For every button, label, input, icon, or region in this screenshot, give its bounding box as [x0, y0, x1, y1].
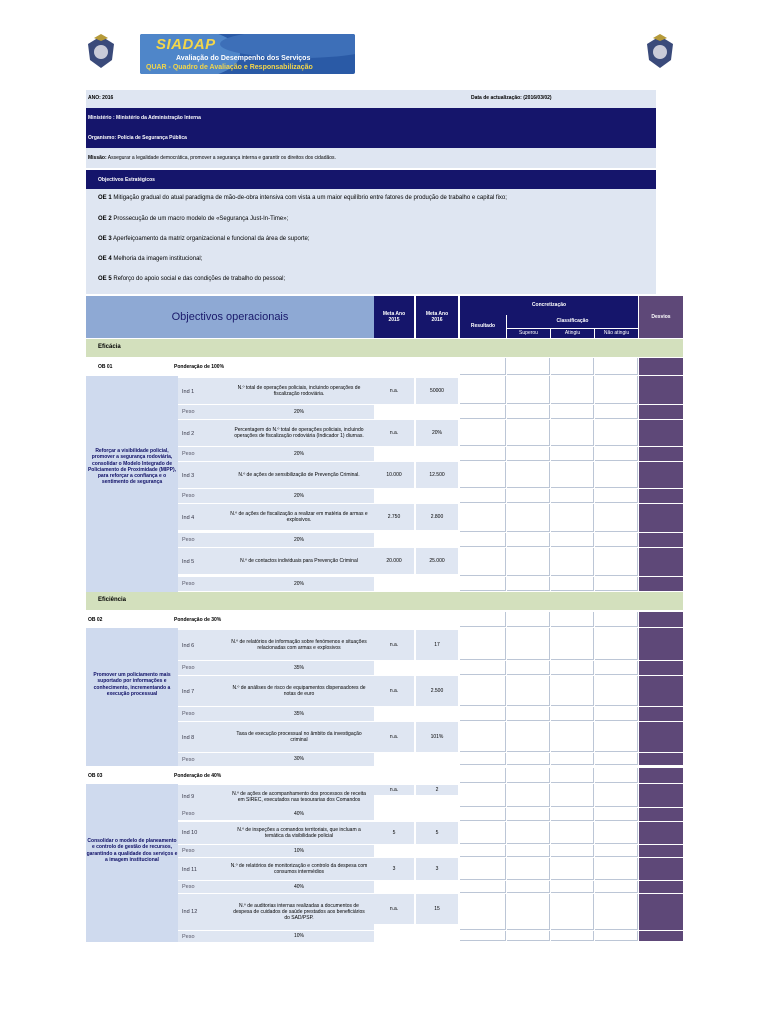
- peso-label: Peso: [178, 707, 224, 721]
- superou-header: Superou: [507, 329, 550, 338]
- table-title: Objectivos operacionais: [171, 311, 289, 323]
- result-cell: [507, 931, 550, 941]
- peso-value: 30%: [224, 753, 374, 766]
- result-cell: [460, 822, 506, 844]
- result-cell: [595, 533, 638, 547]
- result-cell: [507, 628, 550, 660]
- result-cell: [460, 676, 506, 706]
- result-cell: [551, 462, 594, 488]
- mission-bar: [86, 148, 656, 168]
- concretizacao-header: Concretização: [460, 296, 638, 315]
- ob01-weight: Ponderação de 100%: [174, 364, 225, 370]
- peso-value: 20%: [224, 577, 374, 591]
- peso-value: 35%: [224, 707, 374, 721]
- result-cell: [507, 845, 550, 857]
- oe-code: OE 5: [98, 276, 112, 282]
- logo-title: SIADAP: [156, 36, 216, 53]
- result-cell: [507, 447, 550, 461]
- desvios-cell: [639, 808, 683, 821]
- oe-item: [98, 276, 285, 284]
- result-cell: [460, 894, 506, 930]
- ind-meta-2015: n.a.: [374, 894, 414, 924]
- peso-label: Peso: [178, 447, 224, 461]
- result-cell: [460, 628, 506, 660]
- result-cell: [460, 784, 506, 807]
- result-cell: [551, 577, 594, 591]
- ob03-code: OB 03: [88, 773, 103, 779]
- ind-meta-2015: 5: [374, 822, 414, 844]
- result-cell: [507, 784, 550, 807]
- ob03-weight: Ponderação de 40%: [174, 773, 222, 779]
- result-cell: [551, 858, 594, 880]
- ind-desc: N.º de ações de sensibilização de Prevenção Criminal.: [224, 462, 374, 488]
- ind-label: Ind 7: [178, 676, 224, 706]
- result-cell: [460, 768, 506, 783]
- result-cell: [507, 533, 550, 547]
- result-cell: [507, 881, 550, 893]
- result-cell: [460, 808, 506, 821]
- ind-label: Ind 3: [178, 462, 224, 488]
- peso-label: Peso: [178, 533, 224, 547]
- result-cell: [460, 707, 506, 721]
- result-cell: [460, 753, 506, 765]
- result-cell: [551, 881, 594, 893]
- ind-meta-2015: n.a.: [374, 420, 414, 446]
- ind-desc: N.º de contactos individuais para Prevenção Criminal: [224, 548, 374, 574]
- desvios-cell: [639, 768, 683, 783]
- section-eficiencia: [86, 592, 683, 610]
- result-cell: [507, 822, 550, 844]
- crest-left: [86, 34, 116, 70]
- peso-value: 20%: [224, 447, 374, 461]
- result-cell: [595, 489, 638, 503]
- result-cell: [551, 676, 594, 706]
- desvios-cell: [639, 676, 683, 706]
- result-cell: [507, 808, 550, 821]
- result-cell: [507, 707, 550, 721]
- mission-row: [88, 155, 336, 161]
- peso-label: Peso: [178, 845, 224, 857]
- year-label: ANO: 2016: [88, 95, 114, 101]
- result-cell: [460, 548, 506, 576]
- result-cell: [551, 753, 594, 765]
- result-cell: [551, 447, 594, 461]
- result-cell: [551, 376, 594, 404]
- result-cell: [595, 661, 638, 675]
- result-cell: [507, 420, 550, 446]
- result-cell: [595, 753, 638, 765]
- result-cell: [551, 548, 594, 576]
- result-cell: [507, 661, 550, 675]
- desvios-cell: [639, 784, 683, 807]
- ind-meta-2016: 2.800: [416, 504, 458, 530]
- peso-label: Peso: [178, 661, 224, 675]
- year-bar: [86, 90, 656, 108]
- nao-atingiu-header: Não atingiu: [595, 329, 638, 338]
- desvios-cell: [639, 628, 683, 660]
- ind-label: Ind 9: [178, 785, 224, 809]
- siadap-logo: [140, 34, 355, 74]
- result-cell: [460, 661, 506, 675]
- desvios-cell: [639, 707, 683, 721]
- result-cell: [551, 489, 594, 503]
- ind-label: Ind 6: [178, 630, 224, 660]
- result-cell: [551, 808, 594, 821]
- ind-meta-2016: 20%: [416, 420, 458, 446]
- desvios-cell: [639, 376, 683, 404]
- result-cell: [551, 768, 594, 783]
- result-cell: [551, 533, 594, 547]
- ind-meta-2015: n.a.: [374, 722, 414, 752]
- ind-label: Ind 12: [178, 894, 224, 930]
- ind-desc: N.º de ações de acompanhamento dos processos de receita em SIREC, executados nas tesourarias dos Comandos: [224, 785, 374, 809]
- desvios-cell: [639, 722, 683, 752]
- result-cell: [460, 504, 506, 532]
- result-cell: [595, 784, 638, 807]
- oe-text: Aperfeiçoamento da matriz organizacional e funcional da área de suporte;: [113, 236, 310, 242]
- desvios-cell: [639, 548, 683, 576]
- peso-value: 35%: [224, 661, 374, 675]
- ind-desc: Percentagem do N.º total de operações policiais, incluindo operações de fiscalização rodoviária (Indicador 1) diurnas.: [224, 420, 374, 446]
- result-cell: [595, 612, 638, 627]
- result-cell: [551, 894, 594, 930]
- result-cell: [595, 577, 638, 591]
- peso-value: 40%: [224, 808, 374, 820]
- desvios-header: Desvios: [639, 296, 683, 338]
- result-cell: [460, 420, 506, 446]
- result-cell: [595, 881, 638, 893]
- logo-subtitle-1: Avaliação do Desempenho dos Serviços: [176, 55, 311, 62]
- result-cell: [507, 489, 550, 503]
- ind-desc: Taxa de execução processual no âmbito da investigação criminal: [224, 722, 374, 752]
- update-date: Data de actualização: (2016/03/02): [471, 95, 552, 101]
- peso-value: 20%: [224, 405, 374, 419]
- result-cell: [595, 722, 638, 752]
- peso-label: Peso: [178, 881, 224, 893]
- desvios-cell: [639, 858, 683, 880]
- desvios-cell: [639, 462, 683, 488]
- result-cell: [460, 358, 506, 375]
- desvios-cell: [639, 447, 683, 461]
- oe-text: Prossecução de um macro modelo de «Segurança Just-In-Time»;: [113, 216, 289, 222]
- ind-meta-2015: n.a.: [374, 785, 414, 795]
- desvios-cell: [639, 489, 683, 503]
- result-cell: [551, 504, 594, 532]
- oe-text: Reforço do apoio social e das condições de trabalho do pessoal;: [113, 276, 286, 282]
- result-cell: [551, 845, 594, 857]
- peso-value: 10%: [224, 931, 374, 942]
- table-title-cell: [86, 296, 374, 338]
- oe-item: [98, 236, 309, 244]
- ob02-code: OB 02: [88, 617, 103, 623]
- ob03-label-cell: [86, 784, 178, 942]
- meta-2016-header: Meta Ano 2016: [416, 296, 458, 338]
- result-cell: [507, 577, 550, 591]
- result-cell: [595, 707, 638, 721]
- ind-meta-2015: n.a.: [374, 630, 414, 660]
- ind-meta-2015: n.a.: [374, 378, 414, 404]
- oe-text: Melhoria da imagem institucional;: [113, 256, 203, 262]
- section-eficacia-label: Eficácia: [98, 344, 121, 350]
- result-cell: [507, 753, 550, 765]
- ind-meta-2015: 3: [374, 858, 414, 880]
- result-cell: [507, 462, 550, 488]
- peso-label: Peso: [178, 577, 224, 591]
- peso-value: 40%: [224, 881, 374, 893]
- desvios-cell: [639, 577, 683, 591]
- ind-meta-2016: 12.500: [416, 462, 458, 488]
- organism-bar: [86, 128, 656, 148]
- result-cell: [551, 612, 594, 627]
- ob01-code: OB 01: [98, 364, 113, 370]
- ind-label: Ind 11: [178, 858, 224, 880]
- ind-meta-2016: 2: [416, 785, 458, 795]
- result-cell: [460, 489, 506, 503]
- desvios-cell: [639, 881, 683, 893]
- result-cell: [460, 845, 506, 857]
- result-cell: [595, 894, 638, 930]
- classificacao-header: Classificação: [507, 315, 638, 328]
- ind-desc: N.º de auditorias internas realizadas a documentos de despesa de cuidados de saúde prestados aos beneficiários do SAD/PSP.: [224, 894, 374, 930]
- result-cell: [595, 808, 638, 821]
- result-cell: [460, 577, 506, 591]
- result-cell: [551, 931, 594, 941]
- result-cell: [551, 707, 594, 721]
- ind-meta-2015: 20.000: [374, 548, 414, 574]
- peso-label: Peso: [178, 753, 224, 766]
- oe-code: OE 2: [98, 216, 112, 222]
- crest-left-icon: [86, 34, 116, 70]
- result-cell: [460, 931, 506, 941]
- ind-label: Ind 4: [178, 504, 224, 530]
- ind-meta-2016: 50000: [416, 378, 458, 404]
- desvios-cell: [639, 845, 683, 857]
- ind-meta-2015: 2.750: [374, 504, 414, 530]
- ind-meta-2016: 3: [416, 858, 458, 880]
- ind-meta-2016: 5: [416, 822, 458, 844]
- oe-code: OE 4: [98, 256, 112, 262]
- result-cell: [551, 628, 594, 660]
- result-cell: [595, 628, 638, 660]
- result-cell: [460, 612, 506, 627]
- ob03-label: Consolidar o modelo de planeamento e controlo de gestão de recursos, garantindo a qualidade dos serviços e a imagem institucional: [86, 838, 178, 863]
- result-cell: [460, 376, 506, 404]
- result-cell: [507, 676, 550, 706]
- result-cell: [595, 420, 638, 446]
- ind-meta-2015: 10.000: [374, 462, 414, 488]
- result-cell: [551, 722, 594, 752]
- ind-desc: N.º de análises de risco de equipamentos dispensadores de notas de euro: [224, 676, 374, 706]
- desvios-cell: [639, 533, 683, 547]
- section-eficiencia-label: Eficiência: [98, 597, 127, 603]
- ind-desc: N.º de ações de fiscalização a realizar em matéria de armas e explosivos.: [224, 504, 374, 530]
- oe-item: [98, 195, 507, 203]
- desvios-cell: [639, 822, 683, 844]
- organism-label: Organismo: Polícia de Segurança Pública: [88, 135, 187, 141]
- result-cell: [595, 405, 638, 419]
- result-cell: [551, 358, 594, 375]
- ind-meta-2016: 17: [416, 630, 458, 660]
- oe-item: [98, 216, 288, 224]
- oe-code: OE 1: [98, 195, 112, 201]
- result-cell: [595, 676, 638, 706]
- strategic-objectives-title: Objectivos Estratégicos: [98, 177, 155, 183]
- oe-code: OE 3: [98, 236, 112, 242]
- result-cell: [595, 462, 638, 488]
- result-cell: [507, 405, 550, 419]
- result-cell: [460, 722, 506, 752]
- ministry-label: Ministério : Ministério da Administração Interna: [88, 115, 201, 121]
- result-cell: [595, 548, 638, 576]
- result-cell: [507, 894, 550, 930]
- ind-label: Ind 10: [178, 822, 224, 844]
- ob02-weight: Ponderação de 30%: [174, 617, 222, 623]
- result-cell: [551, 784, 594, 807]
- result-cell: [507, 612, 550, 627]
- result-cell: [460, 447, 506, 461]
- oe-text: Mitigação gradual do atual paradigma de mão-de-obra intensiva com vista a um maior equilíbrio entre fatores de produção de trabalho e capital fixo;: [113, 195, 507, 201]
- result-cell: [551, 405, 594, 419]
- desvios-cell: [639, 358, 683, 375]
- result-cell: [595, 504, 638, 532]
- result-cell: [595, 376, 638, 404]
- result-cell: [460, 533, 506, 547]
- ind-meta-2016: 101%: [416, 722, 458, 752]
- result-cell: [507, 358, 550, 375]
- ind-meta-2016: 2.500: [416, 676, 458, 706]
- strategic-objectives-list: [86, 189, 656, 294]
- result-cell: [507, 548, 550, 576]
- ind-desc: N.º total de operações policiais, incluindo operações de fiscalização rodoviária.: [224, 378, 374, 404]
- ind-label: Ind 2: [178, 420, 224, 446]
- result-cell: [595, 447, 638, 461]
- logo-subtitle-2: QUAR - Quadro de Avaliação e Responsabilização: [146, 64, 313, 71]
- result-cell: [595, 768, 638, 783]
- ob02-label-cell: [86, 628, 178, 766]
- desvios-cell: [639, 753, 683, 765]
- desvios-cell: [639, 504, 683, 532]
- peso-label: Peso: [178, 489, 224, 503]
- peso-label: Peso: [178, 405, 224, 419]
- result-cell: [460, 405, 506, 419]
- mission-label: Missão:: [88, 155, 107, 161]
- ind-label: Ind 5: [178, 548, 224, 574]
- oe-item: [98, 256, 202, 264]
- result-cell: [460, 462, 506, 488]
- peso-value: 10%: [224, 845, 374, 857]
- crest-right-icon: [645, 34, 675, 70]
- result-cell: [595, 931, 638, 941]
- desvios-cell: [639, 405, 683, 419]
- ind-meta-2015: n.a.: [374, 676, 414, 706]
- crest-right: [645, 34, 675, 70]
- mission-text: Assegurar a legalidade democrática, promover a segurança interna e garantir os direitos dos cidadãos.: [107, 155, 336, 161]
- ob01-label: Reforçar a visibilidade policial, promover a segurança rodoviária, consolidar o Modelo Integrado de Policiamento de Proximidade (MIPP), para reforçar a confiança e o sentimento de segurança: [87, 448, 177, 486]
- strategic-objectives-header: [86, 170, 656, 189]
- result-cell: [595, 858, 638, 880]
- desvios-cell: [639, 420, 683, 446]
- ind-label: Ind 8: [178, 722, 224, 752]
- result-cell: [595, 845, 638, 857]
- result-cell: [507, 722, 550, 752]
- ind-label: Ind 1: [178, 378, 224, 404]
- result-cell: [507, 858, 550, 880]
- ind-desc: N.º de relatórios de monitorização e controlo da despesa com consumos intermédios: [224, 858, 374, 880]
- desvios-cell: [639, 931, 683, 941]
- section-eficacia: [86, 339, 683, 357]
- ind-meta-2016: 25.000: [416, 548, 458, 574]
- result-cell: [595, 358, 638, 375]
- desvios-cell: [639, 894, 683, 930]
- ob02-label: Promover um policiamento mais suportado por informações e conhecimento, incrementando a execução processual: [93, 672, 171, 697]
- desvios-cell: [639, 612, 683, 627]
- result-cell: [460, 881, 506, 893]
- ind-meta-2016: 15: [416, 894, 458, 924]
- ind-desc: N.º de relatórios de informação sobre fenómenos e situações relacionadas com armas e explosivos: [224, 630, 374, 660]
- ministry-bar: [86, 108, 656, 128]
- ind-desc: N.º de inspeções a comandos territoriais, que incluam a temática da visibilidade policial: [224, 822, 374, 844]
- desvios-cell: [639, 661, 683, 675]
- atingiu-header: Atingiu: [551, 329, 594, 338]
- peso-value: 20%: [224, 533, 374, 547]
- peso-label: Peso: [178, 808, 224, 820]
- result-cell: [507, 768, 550, 783]
- result-cell: [460, 858, 506, 880]
- ob01-label-cell: [86, 376, 178, 592]
- resultado-header: Resultado: [460, 315, 506, 338]
- peso-value: 20%: [224, 489, 374, 503]
- result-cell: [551, 822, 594, 844]
- result-cell: [551, 420, 594, 446]
- result-cell: [507, 376, 550, 404]
- meta-2015-header: Meta Ano 2015: [374, 296, 414, 338]
- result-cell: [595, 822, 638, 844]
- peso-label: Peso: [178, 931, 224, 942]
- result-cell: [507, 504, 550, 532]
- result-cell: [551, 661, 594, 675]
